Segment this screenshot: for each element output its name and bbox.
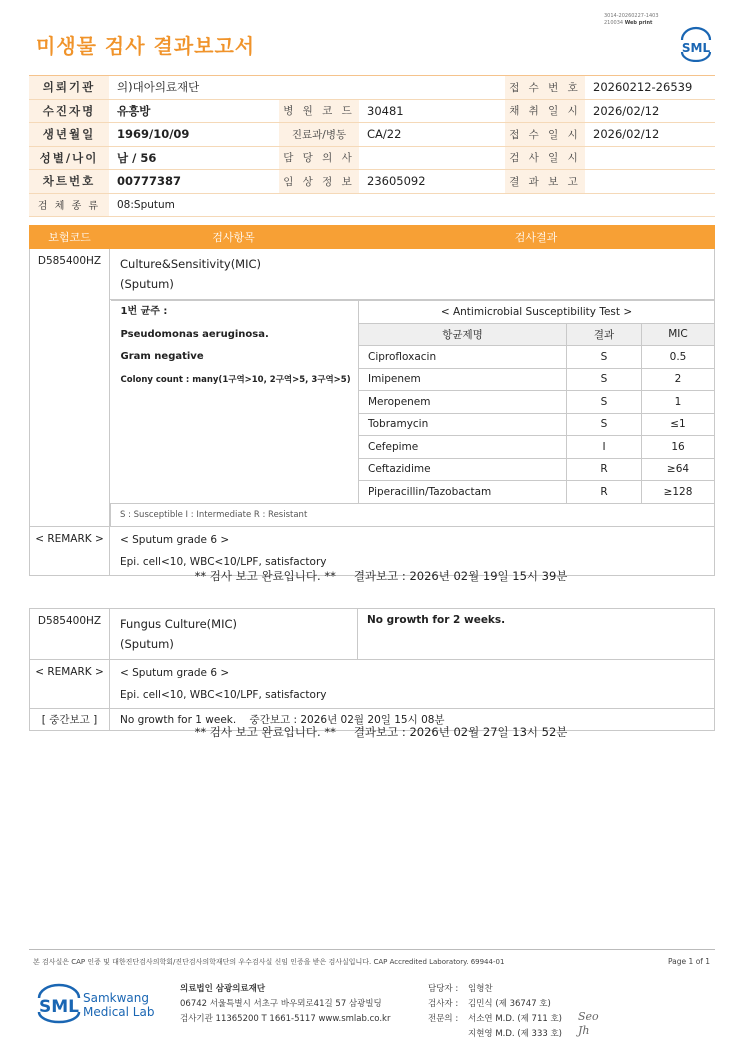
organism-info xyxy=(111,301,359,504)
drug-result: S xyxy=(567,391,642,414)
culture-complete xyxy=(0,568,744,584)
sml-logo-icon xyxy=(676,26,716,62)
test-item xyxy=(110,609,358,660)
info-label: 채 취 일 시 xyxy=(505,99,585,123)
result-header xyxy=(30,226,715,249)
drug-name: Tobramycin xyxy=(359,413,567,436)
footer-divider xyxy=(29,949,715,950)
print-id: 3014-20260227-1403 xyxy=(604,13,659,19)
drug-mic: 2 xyxy=(642,368,715,391)
print-sub: 210034 xyxy=(604,20,624,26)
logo-name-1: Samkwang xyxy=(83,991,149,1005)
report-title: 미생물 검사 결과보고서 xyxy=(36,34,256,58)
info-label: 접 수 번 호 xyxy=(505,76,585,100)
patient-name: 유흥방 xyxy=(109,99,279,123)
info-value xyxy=(585,170,715,194)
report-time: 결과보고 : 2026년 02월 27일 13시 52분 xyxy=(353,725,568,739)
organism-name: Pseudomonas aeruginosa. xyxy=(120,328,269,340)
remark-line-2: Epi. cell<10, WBC<10/LPF, satisfactory xyxy=(120,555,327,568)
drug-name: Ceftazidime xyxy=(359,458,567,481)
info-value xyxy=(585,146,715,170)
remark-label: < REMARK > xyxy=(30,526,110,575)
drug-mic: 0.5 xyxy=(642,346,715,369)
info-label: 담 당 의 사 xyxy=(279,146,359,170)
drug-name: Cefepime xyxy=(359,436,567,459)
info-value: 2026/02/12 xyxy=(585,123,715,147)
info-value xyxy=(359,146,505,170)
drug-mic: ≥128 xyxy=(642,481,715,504)
staff-label: 검사자 : xyxy=(428,999,459,1009)
ast-col-drug: 항균제명 xyxy=(359,323,567,346)
drug-result: S xyxy=(567,346,642,369)
logo-name-2: Medical Lab xyxy=(83,1005,155,1019)
drug-result: S xyxy=(567,413,642,436)
info-row xyxy=(29,76,715,100)
staff-name: 서소연 M.D. (제 711 호) xyxy=(468,1014,563,1024)
staff-name: 임형찬 xyxy=(468,984,493,994)
drug-result: I xyxy=(567,436,642,459)
test-specimen: (Sputum) xyxy=(120,277,174,291)
samkwang-logo-icon xyxy=(36,982,176,1026)
col-result: 검사결과 xyxy=(358,226,715,249)
info-label: 의뢰기관 xyxy=(29,76,109,100)
remark-line-2: Epi. cell<10, WBC<10/LPF, satisfactory xyxy=(120,689,327,701)
info-value: 30481 xyxy=(359,99,505,123)
logo-top-text: SML xyxy=(681,41,711,55)
staff-info xyxy=(428,982,562,1042)
drug-mic: ≤1 xyxy=(642,413,715,436)
page-number: Page 1 of 1 xyxy=(668,957,711,966)
info-row xyxy=(29,99,715,123)
interim-label: [ 중간보고 ] xyxy=(30,709,110,731)
fungus-result: No growth for 2 weeks. xyxy=(358,609,715,660)
insurance-code: D585400HZ xyxy=(30,249,110,527)
staff-name: 김민식 (제 36747 호) xyxy=(468,999,551,1009)
col-code: 보험코드 xyxy=(30,226,110,249)
report-time: 결과보고 : 2026년 02월 19일 15시 39분 xyxy=(353,569,568,583)
drug-mic: 1 xyxy=(642,391,715,414)
ast-table xyxy=(110,300,714,526)
insurance-code: D585400HZ xyxy=(30,609,110,660)
signature xyxy=(578,1010,599,1038)
info-row xyxy=(29,123,715,147)
info-value: 의)대아의료재단 xyxy=(109,76,505,100)
org-name: 의료법인 삼광의료재단 xyxy=(180,984,266,994)
ast-legend: S : Susceptible I : Intermediate R : Resistant xyxy=(111,503,642,526)
specimen-type: 08:Sputum xyxy=(109,193,715,217)
info-label: 병 원 코 드 xyxy=(279,99,359,123)
info-value: 20260212-26539 xyxy=(585,76,715,100)
col-item: 검사항목 xyxy=(110,226,358,249)
info-label: 임 상 정 보 xyxy=(279,170,359,194)
info-label: 생년월일 xyxy=(29,123,109,147)
test-name: Fungus Culture(MIC) xyxy=(120,617,237,631)
gram-stain: Gram negative xyxy=(120,351,204,362)
info-label: 성별/나이 xyxy=(29,146,109,170)
drug-name: Meropenem xyxy=(359,391,567,414)
fungus-result-table xyxy=(29,608,715,731)
info-label: 차트번호 xyxy=(29,170,109,194)
complete-msg: ** 검사 보고 완료입니다. ** xyxy=(194,725,336,739)
info-value: CA/22 xyxy=(359,123,505,147)
info-label: 진료과/병동 xyxy=(279,123,359,147)
org-contact: 검사기관 11365200 T 1661-5117 www.smlab.co.kr xyxy=(180,1014,391,1024)
info-label: 결 과 보 고 xyxy=(505,170,585,194)
fungus-row xyxy=(30,609,715,660)
remark-row xyxy=(30,660,715,709)
colony-count: Colony count : many(1구역>10, 2구역>5, 3구역>5) xyxy=(120,374,351,385)
info-row xyxy=(29,170,715,194)
organism-label: 1번 균주 : xyxy=(120,306,168,317)
drug-name: Ciprofloxacin xyxy=(359,346,567,369)
test-specimen: (Sputum) xyxy=(120,637,174,651)
drug-mic: ≥64 xyxy=(642,458,715,481)
print-meta xyxy=(604,13,659,27)
info-label: 검 사 일 시 xyxy=(505,146,585,170)
info-value: 2026/02/12 xyxy=(585,99,715,123)
info-label: 수진자명 xyxy=(29,99,109,123)
staff-label: 전문의 : xyxy=(428,1014,459,1024)
sex-age: 남 / 56 xyxy=(109,146,279,170)
info-value: 23605092 xyxy=(359,170,505,194)
remark-content xyxy=(110,660,715,709)
certification-text: 본 검사실은 CAP 인증 및 대한진단검사의학회/진단검사의학재단의 우수검사실 신임 인증을 받은 검사실입니다. CAP Accredited Laboratory. 69944-01 xyxy=(33,958,505,966)
culture-result-table xyxy=(29,225,715,576)
info-row xyxy=(29,193,715,217)
culture-row xyxy=(30,249,715,300)
chart-number: 00777387 xyxy=(109,170,279,194)
info-label: 검 체 종 류 xyxy=(29,193,109,217)
test-item xyxy=(110,249,715,300)
drug-result: S xyxy=(567,368,642,391)
interim-content: No growth for 1 week. 중간보고 : 2026년 02월 20일 15시 08분 xyxy=(110,709,715,731)
signature-1: Seo xyxy=(578,1010,599,1023)
drug-result: R xyxy=(567,458,642,481)
info-label: 접 수 일 시 xyxy=(505,123,585,147)
drug-result: R xyxy=(567,481,642,504)
fungus-complete xyxy=(0,724,744,740)
logo-sml-text: SML xyxy=(39,997,79,1017)
ast-row xyxy=(30,300,715,527)
staff-label: 담당자 : xyxy=(428,984,459,994)
print-label: Web print xyxy=(624,20,653,26)
remark-line-1: < Sputum grade 6 > xyxy=(120,667,230,679)
ast-container xyxy=(110,300,715,527)
remark-label: < REMARK > xyxy=(30,660,110,709)
ast-title: < Antimicrobial Susceptibility Test > xyxy=(359,301,715,324)
signature-2: Jh xyxy=(578,1024,590,1037)
complete-msg: ** 검사 보고 완료입니다. ** xyxy=(194,569,336,583)
ast-col-mic: MIC xyxy=(642,323,715,346)
test-name: Culture&Sensitivity(MIC) xyxy=(120,257,262,271)
ast-col-result: 결과 xyxy=(567,323,642,346)
patient-info-table xyxy=(29,75,715,217)
drug-mic: 16 xyxy=(642,436,715,459)
birth-date: 1969/10/09 xyxy=(109,123,279,147)
info-row xyxy=(29,146,715,170)
staff-name: 지현영 M.D. (제 333 호) xyxy=(468,1029,563,1039)
drug-name: Imipenem xyxy=(359,368,567,391)
organization-info xyxy=(180,982,390,1027)
drug-name: Piperacillin/Tazobactam xyxy=(359,481,567,504)
org-address: 06742 서울특별시 서초구 바우뫼로41길 57 삼광빌딩 xyxy=(180,999,382,1009)
remark-line-1: < Sputum grade 6 > xyxy=(120,533,230,546)
